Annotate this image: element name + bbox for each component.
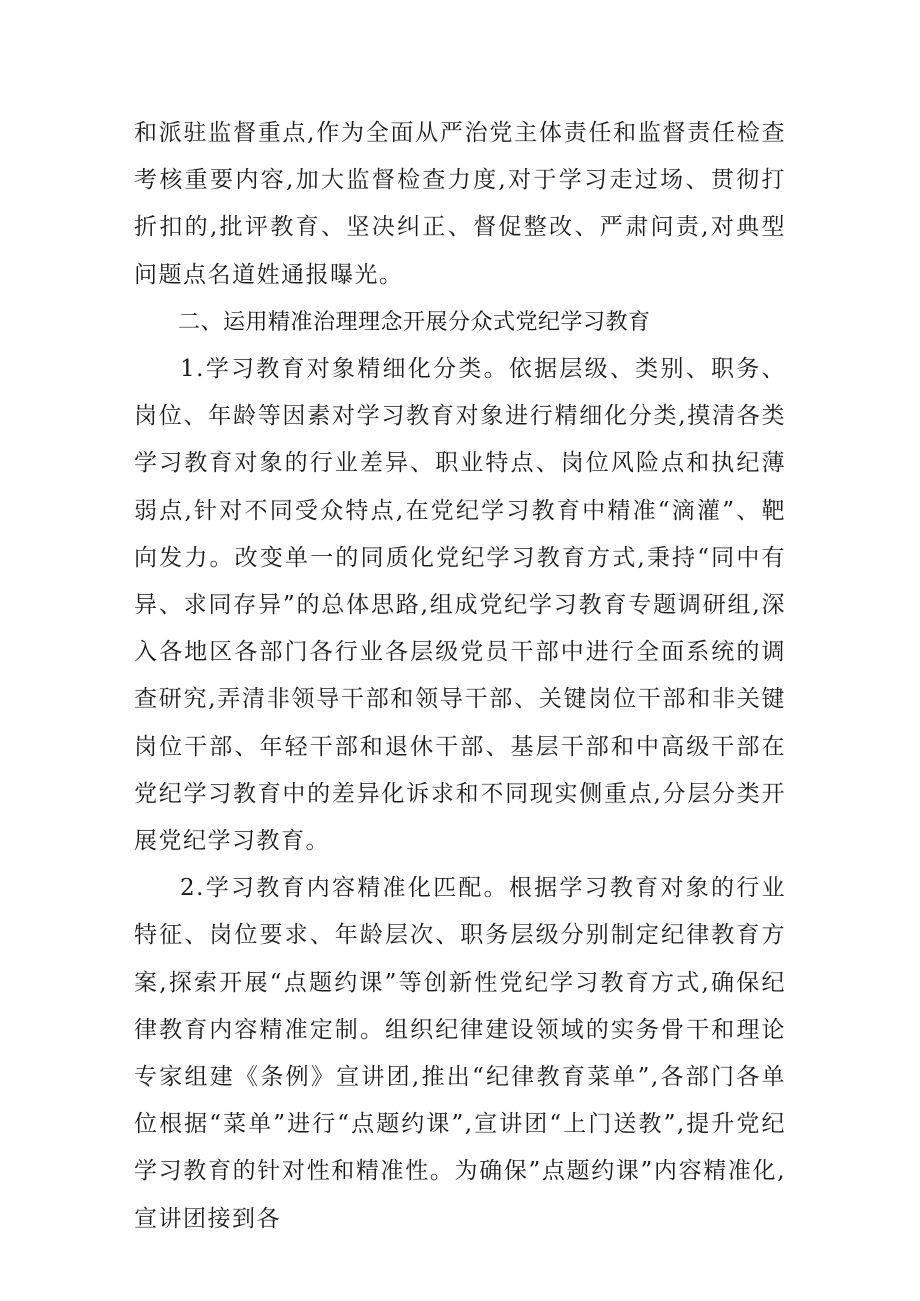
section-heading: 二、运用精准治理理念开展分众式党纪学习教育 bbox=[178, 309, 651, 335]
paragraph-1: 1.学习教育对象精细化分类。依据层级、类别、职务、岗位、年龄等因素对学习教育对象进行精细化分类,摸清各类学习教育对象的行业差异、职业特点、岗位风险点和执纪薄弱点,针对不同受众特点,在党纪学习教育中精准“滴灌”、靶向发力。改变单一的同质化党纪学习教育方式,秉持“同中有异、求同存异”的总体思路,组成党纪学习教育专题调研组,深入各地区各部门各行业各层级党员干部中进行全面系统的调查研究,弄清非领导干部和领导干部、关键岗位干部和非关键岗位干部、年轻干部和退休干部、基层干部和中高级干部在党纪学习教育中的差异化诉求和不同现实侧重点,分层分类开展党纪学习教育。 bbox=[134, 356, 786, 855]
paragraph-continuation: 和派驻监督重点,作为全面从严治党主体责任和监督责任检查考核重要内容,加大监督检查力度,对于学习走过场、贯彻打折扣的,批评教育、坚决纠正、督促整改、严肃问责,对典型问题点名道姓通报曝光。 bbox=[134, 120, 786, 288]
document-body bbox=[134, 110, 786, 1243]
paragraph-2: 2.学习教育内容精准化匹配。根据学习教育对象的行业特征、岗位要求、年龄层次、职务层级分别制定纪律教育方案,探索开展“点题约课”等创新性党纪学习教育方式,确保纪律教育内容精准定制。组织纪律建设领域的实务骨干和理论专家组建《条例》宣讲团,推出“纪律教育菜单”,各部门各单位根据“菜单”进行“点题约课”,宣讲团“上门送教”,提升党纪学习教育的针对性和精准性。为确保”点题约课”内容精准化,宣讲团接到各 bbox=[134, 875, 786, 1232]
